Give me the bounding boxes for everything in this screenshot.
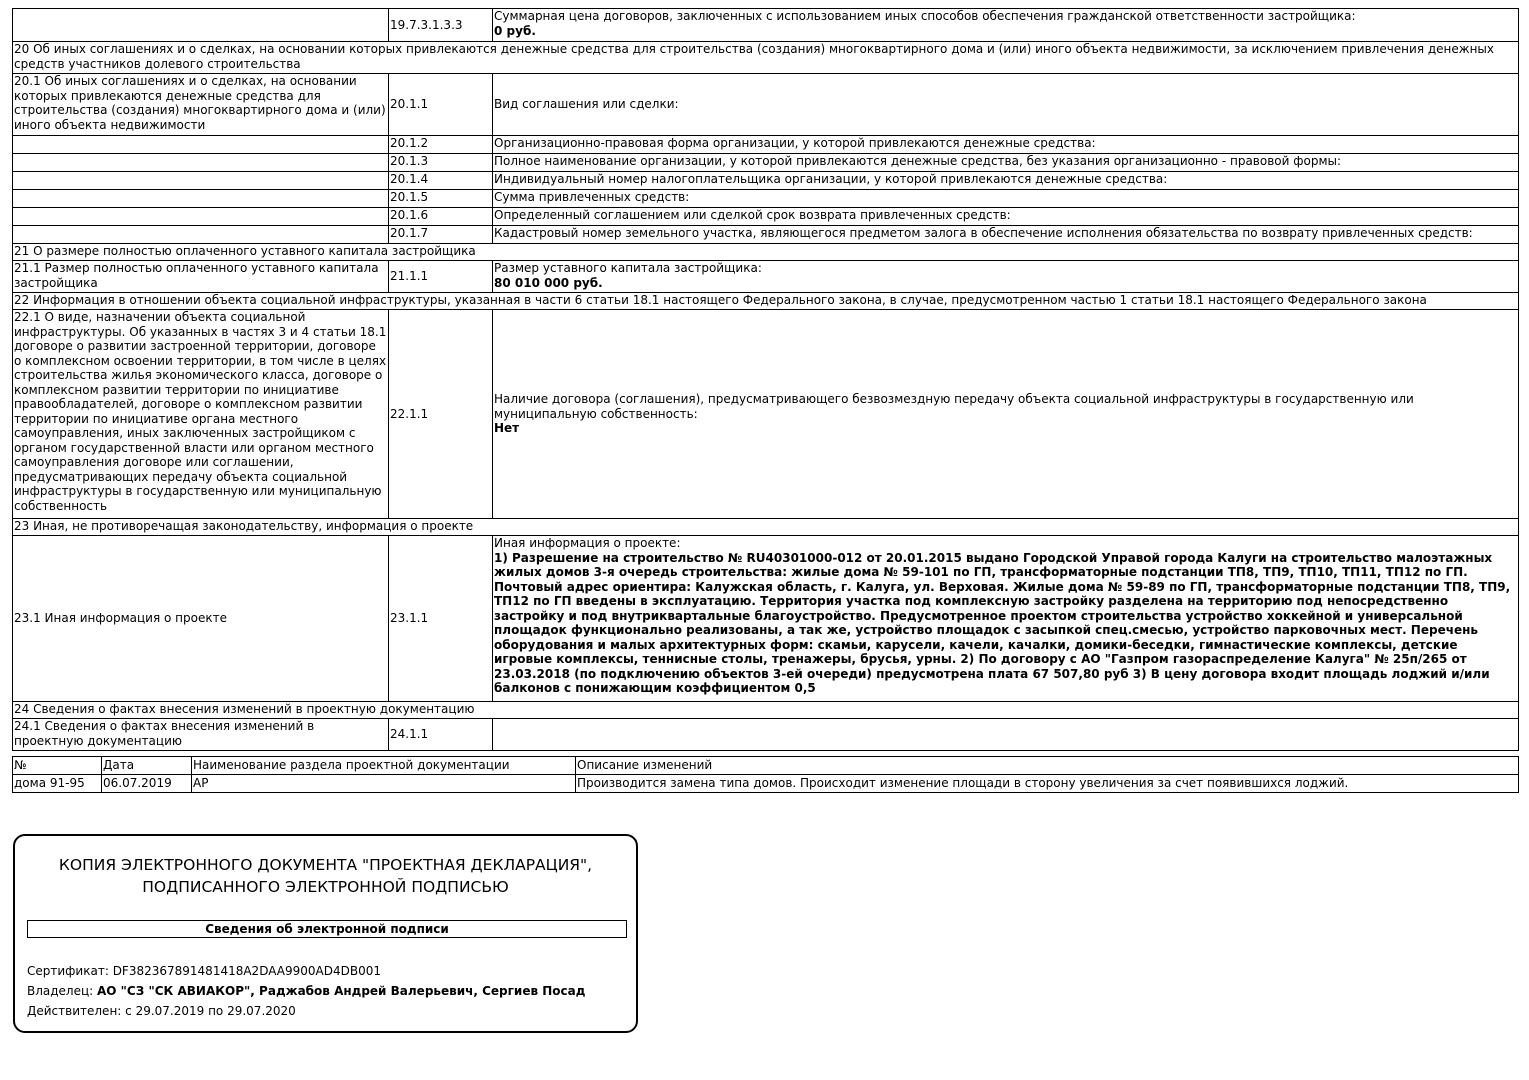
stamp-title-line: КОПИЯ ЭЛЕКТРОННОГО ДОКУМЕНТА "ПРОЕКТНАЯ ДЕКЛАРАЦИЯ", xyxy=(58,856,593,874)
item-value: 1) Разрешение на строительство № RU40301000-012 от 20.01.2015 выдано Городской Управой города Калуги на строительство малоэтажных жилых домов 3-я очередь строительства: жилые дома № 59-101 по ГП, трансформаторные подстанции ТП8, ТП9, ТП10, ТП11, ТП12 по ГП. Почтовый адрес ориентира: Калужская область, г. Калуга, ул. Верховая. Жилые дома № 59-89 по ГП, трансформаторные подстанции ТП8, ТП9, ТП12 по ГП введены в эксплуатацию. Территория участка под комплексную застройку разделена на территорию под непосредственно застройку и под внутриквартальные благоустройство. Предусмотренное проектом строительства устройство хоккейной и универсальной площадок функционально реализованы, а так же, устройство площадок с засыпкой спец.смесью, устройство парковочных мест. Перечень оборудования и малых архитектурных форм: скамьи, карусели, качели, качалки, домики-беседки, гимнастические комплексы, детские игровые комплексы, теннисные столы, тренажеры, брусья, урны. 2) По договору с АО "Газпром газораспределение Калуга" № 25п/265 от 23.03.2018 (по подключению объектов 3-ей очереди) предусмотрена плата 67 507,80 руб 3) В цену договора входит площадь лоджий и/или балконов с понижающим коэффициентом 0,5 xyxy=(494,550,1511,695)
table-row xyxy=(13,136,1519,154)
section-title: 21 О размере полностью оплаченного уставного капитала застройщика xyxy=(13,244,1519,261)
table-row xyxy=(13,775,1519,793)
validity-value: с 29.07.2019 по 29.07.2020 xyxy=(125,1004,296,1018)
empty-cell xyxy=(13,136,389,154)
stamp-title-line: ПОДПИСАННОГО ЭЛЕКТРОННОЙ ПОДПИСЬЮ xyxy=(142,878,509,896)
item-code: 21.1.1 xyxy=(389,261,493,293)
item-label: Сумма привлеченных средств: xyxy=(493,190,1519,208)
column-header: Дата xyxy=(102,757,192,775)
item-label: Вид соглашения или сделки: xyxy=(493,74,1519,136)
item-code: 23.1.1 xyxy=(389,536,493,702)
item-label: Суммарная цена договоров, заключенных с использованием иных способов обеспечения гражданской ответственности застройщика: xyxy=(494,9,1356,23)
subsection-name: 23.1 Иная информация о проекте xyxy=(13,536,389,702)
item-value: 0 руб. xyxy=(494,23,536,38)
item-code: 24.1.1 xyxy=(389,719,493,751)
item-content xyxy=(493,261,1519,293)
section-header-row xyxy=(13,42,1519,74)
owner-value: АО "СЗ "СК АВИАКОР", Раджабов Андрей Валерьевич, Сергиев Посад xyxy=(97,984,586,998)
subsection-name: 20.1 Об иных соглашениях и о сделках, на основании которых привлекаются денежные средства для строительства (создания) многоквартирного дома и (или) иного объекта недвижимости xyxy=(13,74,389,136)
item-code: 20.1.6 xyxy=(389,208,493,226)
section-header-row xyxy=(13,244,1519,261)
item-code: 20.1.5 xyxy=(389,190,493,208)
item-label: Кадастровый номер земельного участка, являющегося предметом залога в обеспечение исполнения обязательства по возврату привлеченных средств: xyxy=(493,226,1519,244)
item-content xyxy=(493,536,1519,702)
certificate-line xyxy=(27,963,381,979)
validity-line xyxy=(27,1003,296,1019)
table-row xyxy=(13,261,1519,293)
table-cell: АР xyxy=(192,775,576,793)
item-value: 80 010 000 руб. xyxy=(494,275,603,290)
table-row xyxy=(13,74,1519,136)
section-header-row xyxy=(13,702,1519,719)
item-label: Организационно-правовая форма организации, у которой привлекаются денежные средства: xyxy=(493,136,1519,154)
item-code: 20.1.1 xyxy=(389,74,493,136)
item-code: 20.1.2 xyxy=(389,136,493,154)
section-header-row xyxy=(13,519,1519,536)
item-code: 22.1.1 xyxy=(389,310,493,519)
column-header: Наименование раздела проектной документации xyxy=(192,757,576,775)
item-label: Индивидуальный номер налогоплательщика организации, у которой привлекаются денежные средства: xyxy=(493,172,1519,190)
table-cell: 06.07.2019 xyxy=(102,775,192,793)
section-title: 23 Иная, не противоречащая законодательству, информация о проекте xyxy=(13,519,1519,536)
table-row xyxy=(13,208,1519,226)
section-title: 22 Информация в отношении объекта социальной инфраструктуры, указанная в части 6 статьи 18.1 настоящего Федерального закона, в случае, предусмотренном частью 1 статьи 18.1 настоящего Федерального закона xyxy=(13,293,1519,310)
item-content xyxy=(493,310,1519,519)
section-title: 24 Сведения о фактах внесения изменений в проектную документацию xyxy=(13,702,1519,719)
table-row xyxy=(13,719,1519,751)
certificate-label: Сертификат: xyxy=(27,964,113,978)
table-cell: Производится замена типа домов. Происходит изменение площади в сторону увеличения за счет появившихся лоджий. xyxy=(576,775,1519,793)
empty-cell xyxy=(13,226,389,244)
empty-cell xyxy=(13,172,389,190)
column-header: Описание изменений xyxy=(576,757,1519,775)
item-code: 20.1.7 xyxy=(389,226,493,244)
item-content xyxy=(493,9,1519,42)
item-label: Определенный соглашением или сделкой срок возврата привлеченных средств: xyxy=(493,208,1519,226)
item-label: Наличие договора (соглашения), предусматривающего безвозмездную передачу объекта социальной инфраструктуры в государственную или муниципальную собственность: xyxy=(494,392,1414,421)
subsection-name: 24.1 Сведения о фактах внесения изменений в проектную документацию xyxy=(13,719,389,751)
section-header-row xyxy=(13,293,1519,310)
item-label: Размер уставного капитала застройщика: xyxy=(494,261,762,275)
changes-table xyxy=(12,756,1519,793)
subsection-name: 21.1 Размер полностью оплаченного уставного капитала застройщика xyxy=(13,261,389,293)
changes-header-row xyxy=(13,757,1519,775)
table-cell: дома 91-95 xyxy=(13,775,102,793)
empty-cell xyxy=(13,9,389,42)
signature-stamp xyxy=(13,834,638,1033)
declaration-table xyxy=(12,8,1519,751)
item-label: Полное наименование организации, у которой привлекаются денежные средства, без указания организационно - правовой формы: xyxy=(493,154,1519,172)
validity-label: Действителен: xyxy=(27,1004,126,1018)
item-code: 20.1.4 xyxy=(389,172,493,190)
stamp-title xyxy=(15,854,636,898)
item-label: Иная информация о проекте: xyxy=(494,536,681,550)
subsection-name: 22.1 О виде, назначении объекта социальной инфраструктуры. Об указанных в частях 3 и 4 статьи 18.1 договоре о развитии застроенной территории, договоре о комплексном освоении территории, в том числе в целях строительства жилья экономического класса, договоре о комплексном развитии территории по инициативе правообладателей, договоре о комплексном развитии территории по инициативе органа местного самоуправления, иных заключенных застройщиком с органом государственной власти или органом местного самоуправления договоре или соглашении, предусматривающих передачу объекта социальной инфраструктуры в государственную или муниципальную собственность xyxy=(13,310,389,519)
item-value: Нет xyxy=(494,421,520,436)
empty-cell xyxy=(493,719,1519,751)
table-row xyxy=(13,154,1519,172)
empty-cell xyxy=(13,190,389,208)
table-row xyxy=(13,226,1519,244)
table-row xyxy=(13,310,1519,519)
owner-line xyxy=(27,983,585,999)
item-code: 20.1.3 xyxy=(389,154,493,172)
owner-label: Владелец: xyxy=(27,984,98,998)
table-row xyxy=(13,9,1519,42)
empty-cell xyxy=(13,154,389,172)
column-header: № xyxy=(13,757,102,775)
item-code: 19.7.3.1.3.3 xyxy=(389,9,493,42)
section-title: 20 Об иных соглашениях и о сделках, на основании которых привлекаются денежные средства для строительства (создания) многоквартирного дома и (или) иного объекта недвижимости, за исключением привлечения денежных средств участников долевого строительства xyxy=(13,42,1519,74)
table-row xyxy=(13,190,1519,208)
stamp-subheader: Сведения об электронной подписи xyxy=(27,920,627,938)
certificate-value: DF382367891481418A2DAA9900AD4DB001 xyxy=(112,964,381,978)
empty-cell xyxy=(13,208,389,226)
table-row xyxy=(13,172,1519,190)
table-row xyxy=(13,536,1519,702)
